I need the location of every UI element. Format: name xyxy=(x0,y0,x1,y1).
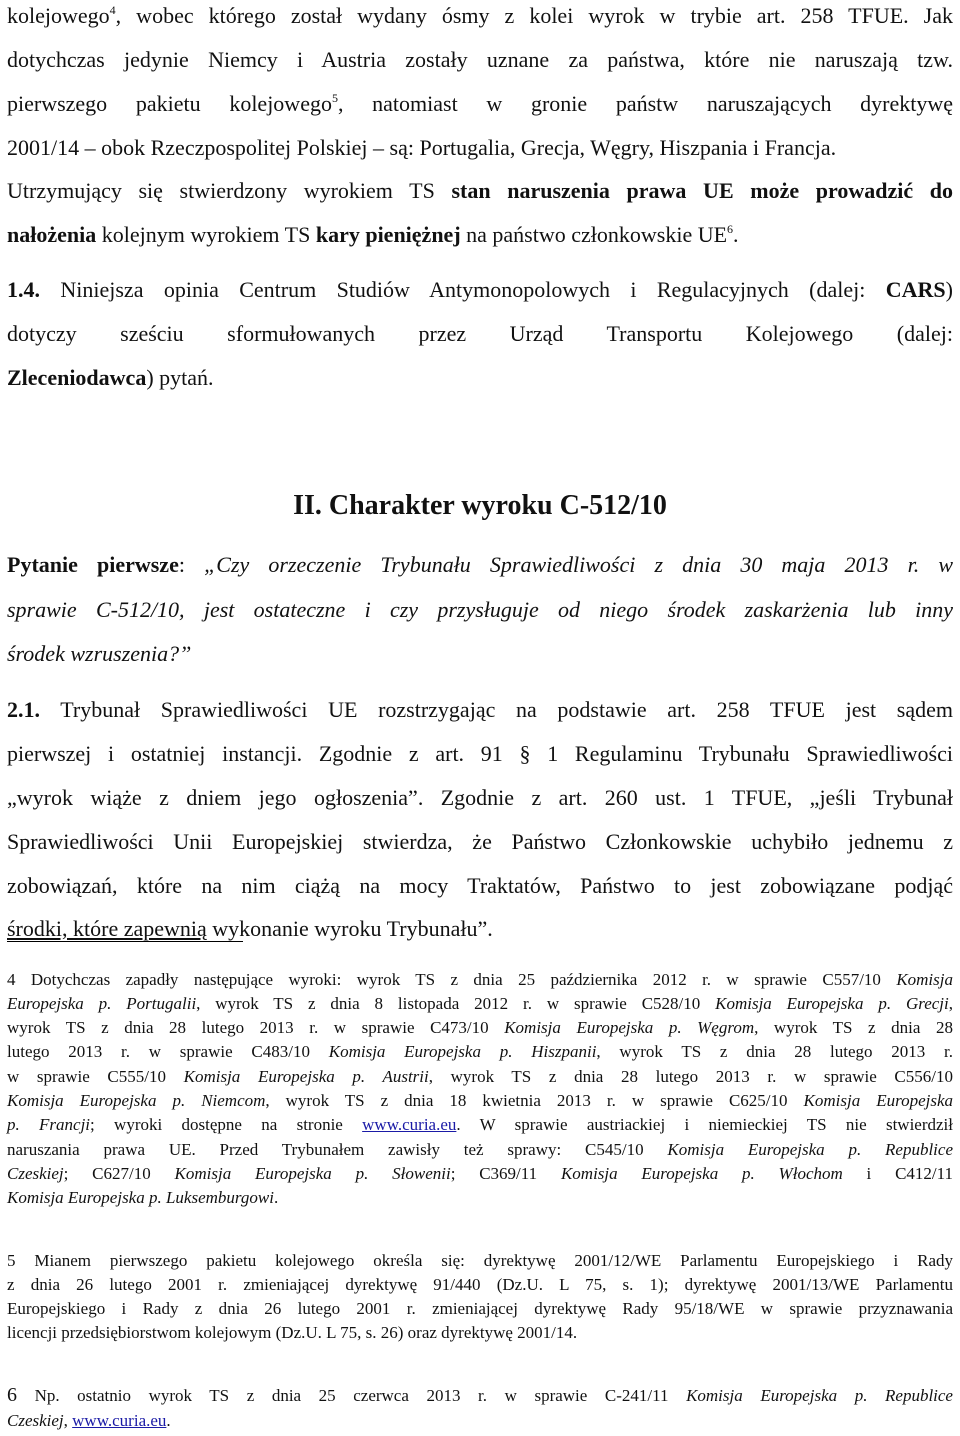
paragraph-line: „wyrok wiąże z dniem jego ogłoszenia”. Zgodnie z art. 260 ust. 1 TFUE, „jeśli Trybunał xyxy=(7,785,953,810)
paragraph-line: pierwszego pakietu kolejowego$^5$, natomiast w gronie państw naruszających dyrektywę xyxy=(7,91,954,116)
paragraph-line: Utrzymujący się stwierdzony wyrokiem TS stan naruszenia prawa UE może prowadzić do xyxy=(7,178,953,203)
footnote-line: Komisja Europejska p. Niemcom, wyrok TS z dnia 18 kwietnia 2013 r. w sprawie C625/10 Komisja Europejska xyxy=(7,1091,953,1110)
footnote-line: p. Francji; wyroki dostępne na stronie www.curia.eu. W sprawie austriackiej i niemieckiej TS nie stwierdził xyxy=(7,1115,953,1134)
section-number: 2.1. xyxy=(7,697,40,722)
question-line: środek wzruszenia?” xyxy=(7,641,192,666)
section-number: 1.4. xyxy=(7,277,40,302)
footnote-ref-5[interactable]: 5 xyxy=(331,91,338,105)
footnote-line: Komisja Europejska p. Luksemburgowi. xyxy=(7,1188,279,1207)
footnote-line: licencji przedsiębiorstwom kolejowym (Dz.U. L 75, s. 26) oraz dyrektywę 2001/14. xyxy=(7,1323,578,1342)
footnote-line: 6 Np. ostatnio wyrok TS z dnia 25 czerwca 2013 r. w sprawie C-241/11 Komisja Europejska p. Republice xyxy=(7,1384,953,1406)
paragraph-line: dotychczas jedynie Niemcy i Austria zostały uznane za państwa, które nie naruszają tzw. xyxy=(7,47,953,72)
footnote-separator xyxy=(7,941,243,942)
curia-link[interactable]: www.curia.eu xyxy=(72,1411,167,1430)
paragraph-line: zobowiązań, które na nim ciążą na mocy Traktatów, Państwo to jest zobowiązane podjąć xyxy=(7,873,953,898)
footnote-line: lutego 2013 r. w sprawie C483/10 Komisja Europejska p. Hiszpanii, wyrok TS z dnia 28 lutego 2013 r. xyxy=(7,1042,954,1061)
paragraph-line: 2.1. Trybunał Sprawiedliwości UE rozstrzygając na podstawie art. 258 TFUE jest sądem xyxy=(7,697,953,722)
question-label: Pytanie pierwsze xyxy=(7,552,179,577)
paragraph-line: kolejowego$^4$, wobec którego został wydany ósmy z kolei wyrok w trybie art. 258 TFUE. Jak xyxy=(7,3,953,28)
footnote-line: naruszania prawa UE. Przed Trybunałem zawisły też sprawy: C545/10 Komisja Europejska p. Republice xyxy=(7,1140,953,1159)
question-line: sprawie C-512/10, jest ostateczne i czy przysługuje od niego środek zaskarżenia lub inny xyxy=(7,597,953,622)
paragraph-line: Zleceniodawca) pytań. xyxy=(7,365,214,390)
paragraph-line: Sprawiedliwości Unii Europejskiej stwierdza, że Państwo Członkowskie uchybiło jednemu z xyxy=(7,829,953,854)
footnote-line: Europejska p. Portugalii, wyrok TS z dnia 8 listopada 2012 r. w sprawie C528/10 Komisja Europejska p. Grecji, xyxy=(7,994,953,1013)
paragraph-line: dotyczy sześciu sformułowanych przez Urząd Transportu Kolejowego (dalej: xyxy=(7,321,953,346)
paragraph-line: nałożenia kolejnym wyrokiem TS kary pieniężnej na państwo członkowskie $UE^6$. xyxy=(7,222,739,247)
curia-link[interactable]: www.curia.eu xyxy=(362,1115,457,1134)
footnote-line: z dnia 26 lutego 2001 r. zmieniającej dyrektywę 91/440 (Dz.U. L 75, s. 1); dyrektywę 2001/13/WE Parlamentu xyxy=(7,1275,953,1294)
question-line: Pytanie pierwsze: „Czy orzeczenie Trybunału Sprawiedliwości z dnia 30 maja 2013 r. w xyxy=(7,552,953,577)
footnote-ref-6[interactable]: 6 xyxy=(727,222,734,236)
paragraph-line: pierwszej i ostatniej instancji. Zgodnie z art. 91 § 1 Regulaminu Trybunału Sprawiedliwości xyxy=(7,741,953,766)
paragraph-line: 1.4. Niniejsza opinia Centrum Studiów Antymonopolowych i Regulacyjnych (dalej: CARS) xyxy=(7,277,953,302)
footnote-line: Europejskiego i Rady z dnia 26 lutego 2001 r. zmieniającej dyrektywę Rady 95/18/WE w sprawie przyznawania xyxy=(7,1299,953,1318)
footnote-line: 5 Mianem pierwszego pakietu kolejowego określa się: dyrektywę 2001/12/WE Parlamentu Europejskiego i Rady xyxy=(7,1251,953,1270)
footnote-line: w sprawie C555/10 Komisja Europejska p. Austrii, wyrok TS z dnia 28 lutego 2013 r. w sprawie C556/10 xyxy=(7,1067,953,1086)
footnote-line: 4 Dotychczas zapadły następujące wyroki: wyrok TS z dnia 25 października 2012 r. w sprawie C557/10 Komisja xyxy=(7,970,953,989)
footnote-line: Czeskiej, www.curia.eu. xyxy=(7,1411,171,1430)
paragraph-line: 2001/14 – obok Rzeczpospolitej Polskiej – są: Portugalia, Grecja, Węgry, Hiszpania i Francja. xyxy=(7,135,837,160)
footnote-ref-4[interactable]: 4 xyxy=(109,3,116,17)
section-heading: II. Charakter wyroku C-512/10 xyxy=(293,490,667,521)
footnote-line: wyrok TS z dnia 28 lutego 2013 r. w sprawie C473/10 Komisja Europejska p. Węgrom, wyrok TS z dnia 28 xyxy=(7,1018,953,1037)
paragraph-line: środki, które zapewnią wykonanie wyroku Trybunału”. xyxy=(7,916,493,941)
footnote-line: Czeskiej; C627/10 Komisja Europejska p. Słowenii; C369/11 Komisja Europejska p. Włochom i C412/11 xyxy=(7,1164,954,1183)
